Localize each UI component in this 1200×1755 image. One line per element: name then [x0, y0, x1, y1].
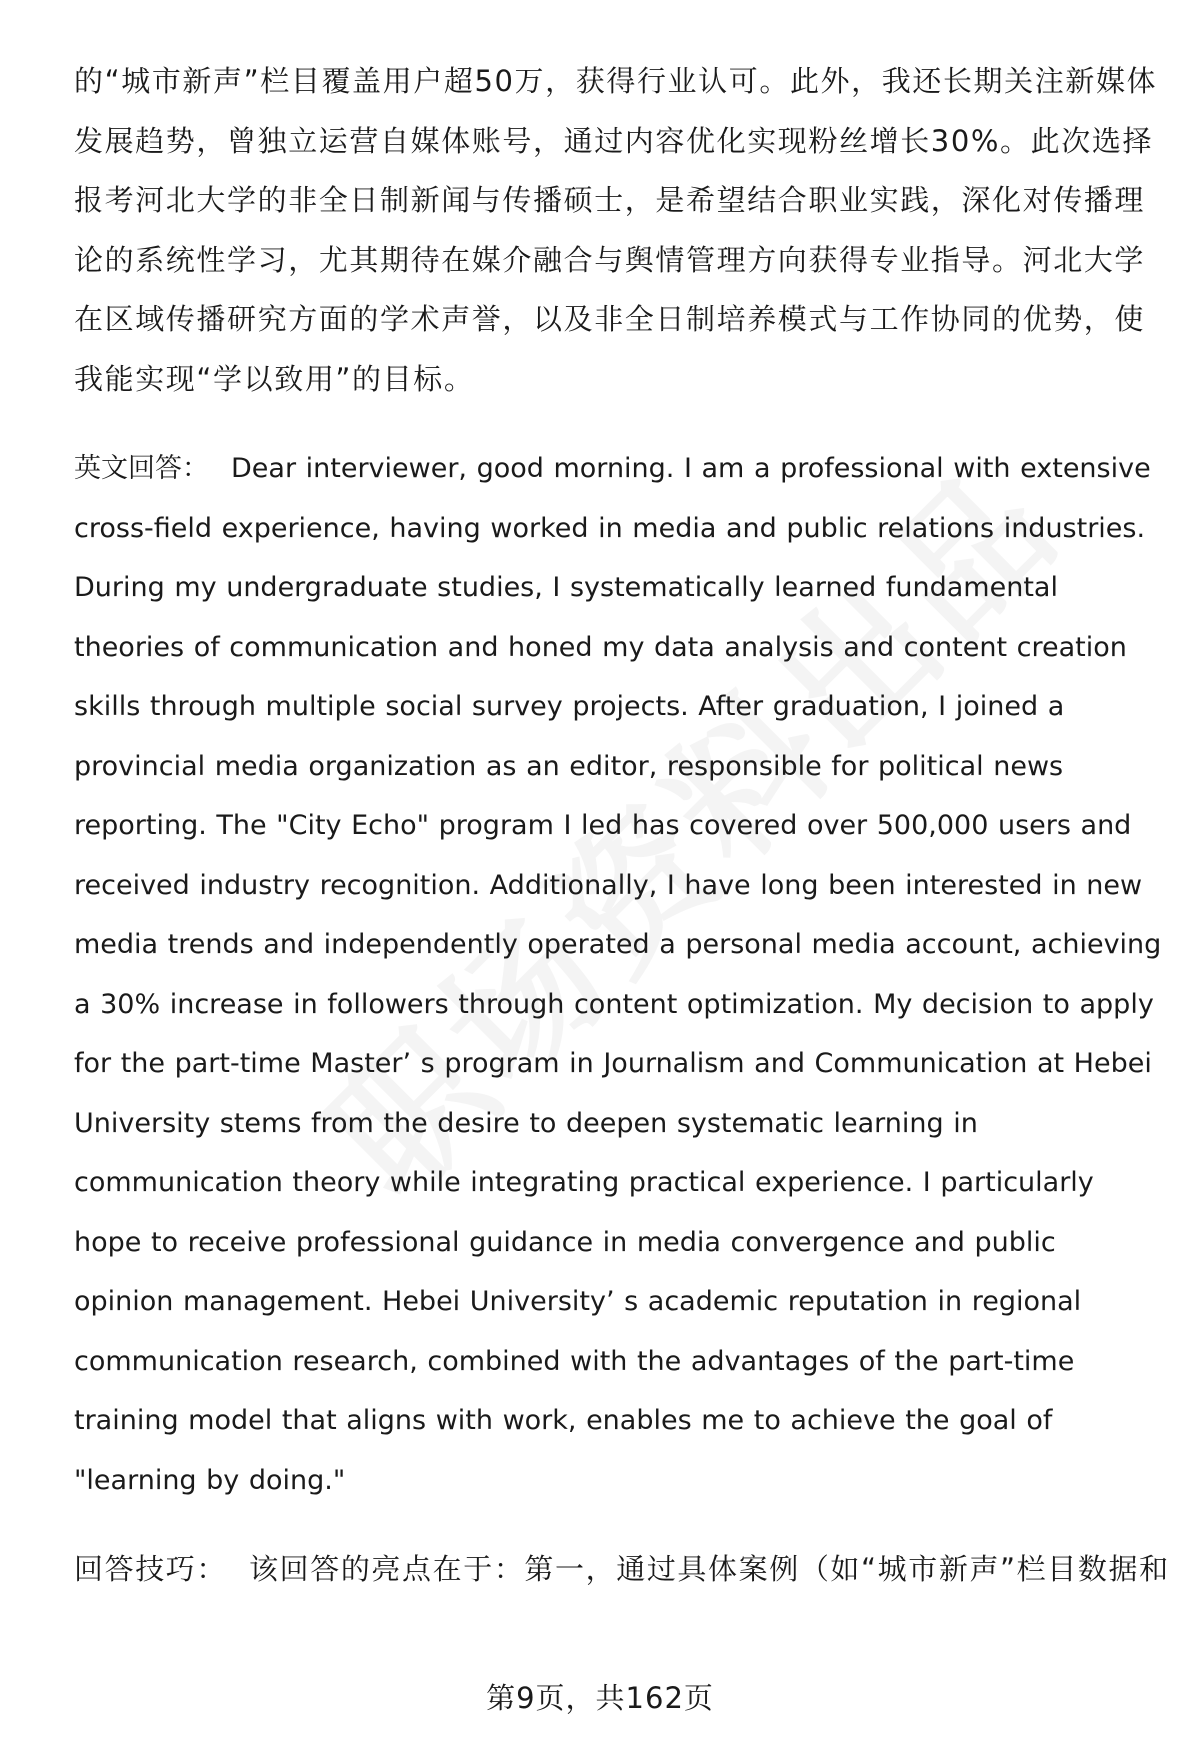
paragraph-chinese-answer: 的“城市新声”栏目覆盖用户超50万，获得行业认可。此外，我还长期关注新媒体发展趋势，曾独立运营自媒体账号，通过内容优化实现粉丝增长30%。此次选择报考河北大学的非全日制新闻与传播硕士，是希望结合职业实践，深化对传播理论的系统性学习，尤其期待在媒介融合与舆情管理方向获得专业指导。河北大学在区域传播研究方面的学术声誉，以及非全日制培养模式与工作协同的优势，使我能实现“学以致用”的目标。	[74, 64, 1158, 396]
answer-tips-label: 回答技巧：	[74, 1552, 228, 1586]
english-answer-text: Dear interviewer, good morning. I am a professional with extensive cross-field experience, having worked in media and public relations industries. During my undergraduate studies, I systematically learned fundamental theories of communication and honed my data analysis and content creation skills through multiple social survey projects. After graduation, I joined a provincial media organization as an editor, responsible for political news reporting. The "City Echo" program I led has covered over 500,000 users and received industry recognition. Additionally, I have long been interested in new media trends and independently operated a personal media account, achieving a 30% increase in followers through content optimization. My decision to apply for the part-time Master’ s program in Journalism and Communication at Hebei University stems from the desire to deepen systematic learning in communication theory while integrating practical experience. I particularly hope to receive professional guidance in media convergence and public opinion management. Hebei University’ s academic reputation in regional communication research, combined with the advantages of the part-time training model that aligns with work, enables me to achieve the goal of "learning by doing."	[74, 453, 1162, 1496]
paragraph-answer-tips	[74, 1540, 1170, 1600]
page-number: 第9页，共162页	[486, 1681, 714, 1715]
paragraph-english-answer	[74, 439, 1162, 1510]
answer-tips-text: 该回答的亮点在于：第一，通过具体案例（如“城市新声”栏目数据和	[249, 1552, 1170, 1586]
document-body	[74, 52, 1170, 1600]
english-answer-label: 英文回答：	[74, 453, 209, 484]
